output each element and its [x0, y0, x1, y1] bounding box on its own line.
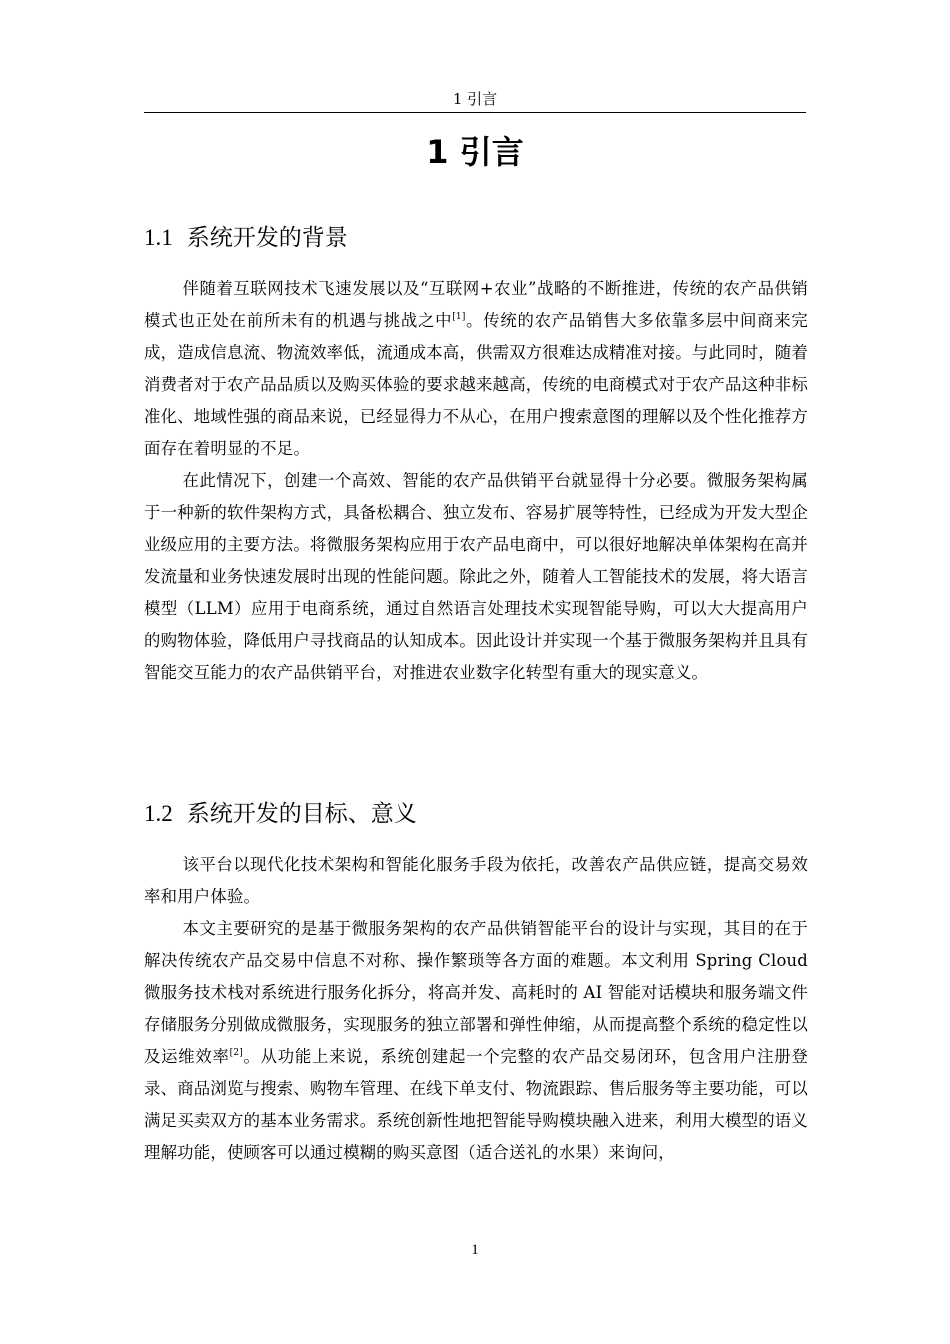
paragraph-text: 伴随着互联网技术飞速发展以及“互联网+农业”战略的不断推进，传统的农产品供销模式也正处在前所未有的机遇与挑战之中 — [144, 279, 808, 330]
section-number: 1.1 — [144, 225, 173, 250]
paragraph-text: 本文主要研究的是基于微服务架构的农产品供销智能平台的设计与实现，其目的在于解决传统农产品交易中信息不对称、操作繁琐等各方面的难题。本文利用 Spring Cloud 微服务技术栈对系统进行服务化拆分，将高并发、高耗时的 AI 智能对话模块和服务端文件存储服务分别做成微服务，实现服务的独立部署和弹性伸缩，从而提高整个系统的稳定性以及运维效率 — [144, 919, 808, 1066]
section-title-text: 系统开发的背景 — [186, 225, 348, 251]
header-rule — [144, 112, 806, 113]
citation-ref: [1] — [452, 312, 466, 322]
section-1-2-body — [144, 849, 808, 1169]
section-title-text: 系统开发的目标、意义 — [186, 801, 417, 827]
chapter-title: 1 引言 — [426, 133, 524, 171]
paragraph-text: 。从功能上来说，系统创建起一个完整的农产品交易闭环，包含用户注册登录、商品浏览与搜索、购物车管理、在线下单支付、物流跟踪、售后服务等主要功能，可以满足买卖双方的基本业务需求。系统创新性地把智能导购模块融入进来，利用大模型的语义理解功能，使顾客可以通过模糊的购买意图（适合送礼的水果）来询问， — [144, 1047, 808, 1162]
section-number: 1.2 — [144, 801, 173, 826]
running-header: 1 引言 — [452, 90, 498, 108]
section-1-1-body — [144, 273, 808, 689]
section-heading-1-1 — [144, 222, 348, 254]
paragraph: 在此情况下，创建一个高效、智能的农产品供销平台就显得十分必要。微服务架构属于一种新的软件架构方式，具备松耦合、独立发布、容易扩展等特性，已经成为开发大型企业级应用的主要方法。将微服务架构应用于农产品电商中，可以很好地解决单体架构在高并发流量和业务快速发展时出现的性能问题。除此之外，随着人工智能技术的发展，将大语言模型（LLM）应用于电商系统，通过自然语言处理技术实现智能导购，可以大大提高用户的购物体验，降低用户寻找商品的认知成本。因此设计并实现一个基于微服务架构并且具有智能交互能力的农产品供销平台，对推进农业数字化转型有重大的现实意义。 — [144, 471, 808, 682]
paragraph-text: 。传统的农产品销售大多依靠多层中间商来完成，造成信息流、物流效率低，流通成本高，供需双方很难达成精准对接。与此同时，随着消费者对于农产品品质以及购买体验的要求越来越高，传统的电商模式对于农产品这种非标准化、地域性强的商品来说，已经显得力不从心，在用户搜索意图的理解以及个性化推荐方面存在着明显的不足。 — [144, 311, 808, 458]
page-number: 1 — [471, 1242, 479, 1258]
section-heading-1-2 — [144, 798, 417, 830]
paragraph — [144, 913, 808, 1169]
paragraph — [144, 273, 808, 465]
citation-ref: [2] — [229, 1048, 243, 1058]
paragraph: 该平台以现代化技术架构和智能化服务手段为依托，改善农产品供应链，提高交易效率和用户体验。 — [144, 855, 808, 906]
